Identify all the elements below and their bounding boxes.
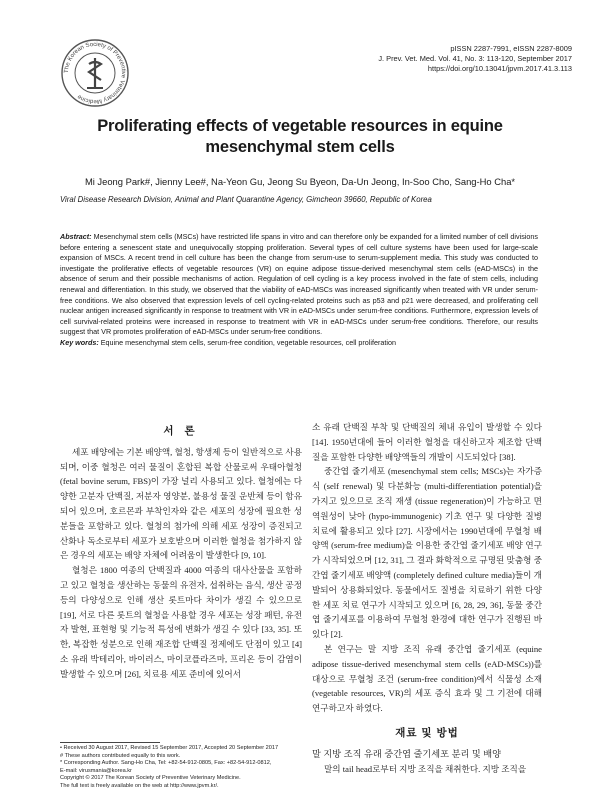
intro-paragraph-4: 중간엽 줄기세포 (mesenchymal stem cells; MSCs)는 자가증식 (self renewal) 및 다분화능 (multi-differentiation potential)을 가지고 있으므로 조직 재생 (tissue regeneration)이 가능하고 면역원성이 낮아 (hypo-immunogenic) 기초 연구 및 다양한 질병 치료에 활용되고 있다 [27]. 시장에서는 1990년대에 무혈청 배양액 (serum-free medium)을 이용한 중간엽 줄기세포 배양 연구가 시작되었으며 [12, 31], 그 결과 화학적으로 규명된 맞춤형 중간엽 줄기세포 배양액 (completely defined culture media)들이 개발되어 상용화되었다. 동물에서도 질병을 치료하기 위한 다양한 세포 치료 연구가 시작되고 있으며 [6, 28, 29, 36], 동물 중간엽 줄기세포를 이용하여 무혈청 환경에 대한 연구가 진행된 바 있다 [2]. [312, 466, 542, 640]
citation-line: J. Prev. Vet. Med. Vol. 41, No. 3: 113-120, September 2017 [378, 54, 572, 63]
title-line-2: mesenchymal stem cells [205, 138, 395, 156]
intro-paragraph-2: 혈청은 1800 여종의 단백질과 4000 여종의 대사산물을 포함하고 있고 혈청을 생산하는 동물의 유전자, 섭취하는 음식, 생산 공정 등의 다양성으로 인해 생산 롯트마다 차이가 생길 수 있으므로 [19], 서로 다른 롯트의 혈청을 사용할 경우 세포는 성장 패턴, 유전자 발현, 표현형 및 기능적 특성에 변화가 생길 수 있다 [33, 35]. 또한, 복잡한 성분으로 인해 재조합 단백질 정제에도 단점이 있고 [4] 소 유래 박테리아, 바이러스, 마이코플라즈마, 프리온 등이 감염이 발생할 수 있으며 [26], 치료용 세포 준비에 있어서 [60, 565, 302, 679]
paper-title [40, 116, 560, 158]
abstract-block [60, 232, 538, 349]
intro-paragraph-1: 세포 배양에는 기본 배양액, 혈청, 항생제 등이 일반적으로 사용되며, 이중 혈청은 여러 물질이 혼합된 복합 산물로써 우태아혈청 (fetal bovine serum, FBS)이 가장 널리 사용되고 있다. 혈청에는 다양한 고분자 단백질, 저분자 영양분, 불용성 물질 운반체 등이 함유되어 있으며, 호르몬과 부착인자와 같은 세포의 성장에 필요한 성분들을 포함하고 있다. 혈청의 첨가에 의해 세포 성장이 증진되고 산화나 독소로부터 세포가 보호받으며 이러한 혈청을 첨가하지 않은 경우의 세포는 배양 자체에 어려움이 발생한다 [9, 10]. [60, 446, 302, 561]
keywords-label: Key words: [60, 337, 99, 347]
affiliation: Viral Disease Research Division, Animal and Plant Quarantine Agency, Gimcheon 39660, Republic of Korea [60, 195, 432, 204]
author-list: Mi Jeong Park#, Jienny Lee#, Na-Yeon Gu, Jeong Su Byeon, Da-Un Jeong, In-Soo Cho, Sang-Ho Cha* [84, 176, 516, 187]
abstract-text: Mesenchymal stem cells (MSCs) have restricted life spans in vitro and can therefore only be expanded for a limited number of cell divisions before entering a senescent state and unequivocally stopping proliferation. Several types of cell culture systems have been used for large-scale expansion of MSCs. A recent trend in cell culture has been the change from serum-use to serum-supplement media. This study was conducted to investigate the proliferative effects of vegetable resources (VR) on equine adipose tissue-derived mesenchymal stem cells (eAD-MSCs) in the absence of serum and their possible mechanisms of action. Regulation of cell cycling is a key process involved in the fate of stem cells, including renewal and differentiation. In this study, we observed that the viability of eAD-MSCs was increased significantly when treated with VR under serum-free conditions. We also observed that expression levels of cell cycling-related proteins such as p53 and p21 were decreased, and proliferating cell nuclear antigen increased significantly in response to treatment with VR in eAD-MSCs under serum-free conditions. Furthermore, expression levels of cell survival-related proteins were increased in response to treatment with VR in eAD-MSCs under serum-free conditions. Therefore, our results suggest that VR promotes proliferation of eAD-MSCs under serum-free conditions. [60, 232, 538, 337]
methods-paragraph-1: 말의 tail head로부터 지방 조직을 채취한다. 지방 조직을 [324, 763, 527, 774]
footnote-url[interactable]: The full text is freely available on the web at http://www.jpvm.kr/. [60, 782, 219, 789]
keywords-text: Equine mesenchymal stem cells, serum-free condition, vegetable resources, cell proliferation [100, 337, 396, 347]
methods-subheading: 말 지방 조직 유래 중간엽 줄기세포 분리 및 배양 [312, 748, 502, 759]
left-column [60, 424, 302, 682]
footnote-divider [60, 742, 160, 743]
footnote-corresponding: * Corresponding Author. Sang-Ho Cha, Tel: +82-54-912-0805, Fax: +82-54-912-0812, [60, 760, 272, 767]
footnote-equal-contribution: # These authors contributed equally to this work. [60, 752, 181, 759]
footnote-email[interactable]: E-mail: virusmania@korea.kr [60, 767, 132, 774]
title-line-1: Proliferating effects of vegetable resources in equine [97, 117, 503, 135]
issn-line: pISSN 2287-7991, eISSN 2287-8009 [450, 44, 572, 53]
logo-ring-text: The Korean Society of Preventive Veterinary Medicine [63, 41, 127, 105]
intro-heading: 서 론 [163, 425, 199, 437]
right-column [312, 420, 542, 776]
footnote-received: • Received 30 August 2017, Revised 15 September 2017, Accepted 20 September 2017 [60, 745, 279, 751]
society-logo [60, 38, 130, 108]
abstract-label: Abstract: [60, 232, 92, 241]
intro-paragraph-5: 본 연구는 말 지방 조직 유래 중간엽 줄기세포 (equine adipose tissue-derived mesenchymal stem cells (eAD-MSCs))를 대상으로 무혈청 조건 (serum-free condition)에서 식물성 소재 (vegetable resources, VR)의 세포 증식 효과 및 그 기전에 대해 연구하고자 하였다. [312, 643, 542, 714]
doi-link[interactable]: https://doi.org/10.13041/jpvm.2017.41.3.113 [427, 64, 572, 73]
journal-info [378, 44, 572, 74]
methods-heading: 재료 및 방법 [395, 726, 459, 739]
footnote-copyright: Copyright © 2017 The Korean Society of Preventive Veterinary Medicine. [60, 775, 241, 782]
footnotes [60, 745, 310, 791]
intro-paragraph-3: 소 유래 단백질 부착 및 단백질의 체내 유입이 발생할 수 있다 [14]. 1950년대에 들어 이러한 혈청을 대신하고자 제조합 단백질을 포함한 다양한 배양액들의 개발이 시도되었다 [38]. [312, 422, 542, 462]
